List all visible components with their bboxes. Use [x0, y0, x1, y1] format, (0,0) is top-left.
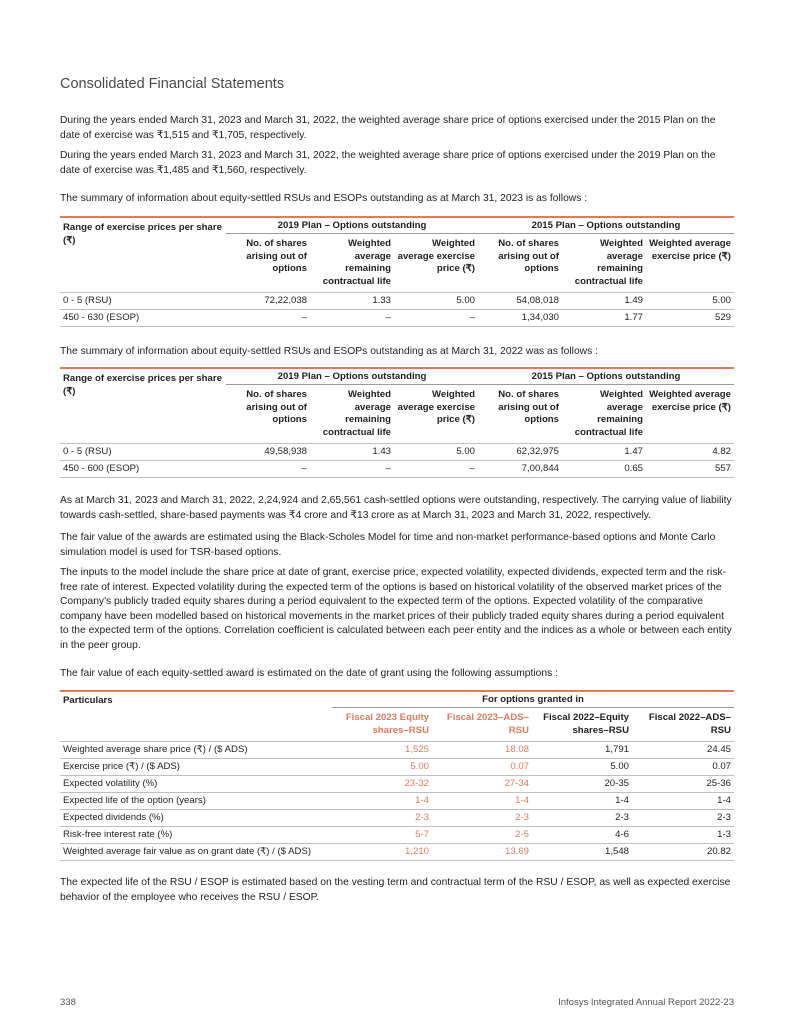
range-header: Range of exercise prices per share (₹) [60, 217, 226, 293]
paragraph: The summary of information about equity-settled RSUs and ESOPs outstanding as at March 31, 2023 is as follows : [60, 193, 588, 204]
col-header: Weighted average remaining contractual life [574, 238, 643, 287]
plan-2015-header: 2015 Plan – Options outstanding [478, 217, 734, 234]
paragraph: During the years ended March 31, 2023 and March 31, 2022, the weighted average share price of options exercised under the 2015 Plan on the date of exercise was ₹1,515 and ₹1,705, respectively. [60, 115, 716, 141]
col-header: Fiscal 2022–Equity shares–RSU [543, 712, 629, 736]
col-header: Weighted average exercise price (₹) [649, 238, 731, 262]
paragraph: As at March 31, 2023 and March 31, 2022, 2,24,924 and 2,65,561 cash-settled options were outstanding, respectively. The carrying value of liability towards cash-settled, share-based payments was ₹4 crore and ₹13 crore as at March 31, 2023 and March 31, 2022, respectively. [60, 495, 732, 521]
col-header: Weighted average exercise price (₹) [649, 389, 731, 413]
col-header: Weighted average remaining contractual life [322, 389, 391, 438]
paragraph: The inputs to the model include the share price at date of grant, exercise price, expected volatility, expected dividends, expected term and the risk-free rate of interest. Expected volatility during the expected term of the options is based on historical volatility of the observed market prices of the Company's publicly traded equity shares during a period equivalent to the expected term of the options. Expected volatility of the comparative company have been modelled based on historical movements in the market prices of their publicly traded equity shares during a period equivalent to the expected term of the options. Correlation coefficient is calculated between each peer entity and the indices as a whole or between each entity in the peer group. [60, 567, 732, 651]
range-header: Range of exercise prices per share (₹) [60, 368, 226, 444]
particulars-header: Particulars [60, 691, 332, 742]
outstanding-table-2022 [60, 367, 734, 478]
table-row: Risk-free interest rate (%) 5-7 2-5 4-6 1-3 [60, 827, 734, 844]
plan-2019-header: 2019 Plan – Options outstanding [226, 368, 478, 385]
table-row: 0 - 5 (RSU) 49,58,938 1.43 5.00 62,32,975 1.47 4.82 [60, 444, 734, 461]
table-row: Weighted average share price (₹) / ($ ADS) 1,525 18.08 1,791 24.45 [60, 742, 734, 759]
table-row: Expected volatility (%) 23-32 27-34 20-35 25-36 [60, 776, 734, 793]
col-header: Fiscal 2022–ADS–RSU [648, 712, 731, 736]
table-row: 450 - 600 (ESOP) – – – 7,00,844 0.65 557 [60, 461, 734, 478]
options-granted-header: For options granted in [332, 691, 734, 708]
plan-2015-header: 2015 Plan – Options outstanding [478, 368, 734, 385]
col-header: No. of shares arising out of options [246, 238, 307, 274]
plan-2019-header: 2019 Plan – Options outstanding [226, 217, 478, 234]
page-title: Consolidated Financial Statements [60, 76, 285, 92]
assumptions-table [60, 690, 734, 861]
col-header: No. of shares arising out of options [498, 238, 559, 274]
col-header: Weighted average remaining contractual life [574, 389, 643, 438]
paragraph: The summary of information about equity-settled RSUs and ESOPs outstanding as at March 31, 2022 was as follows : [60, 346, 598, 357]
page-number: 338 [60, 997, 76, 1008]
table-row: Expected life of the option (years) 1-4 1-4 1-4 1-4 [60, 793, 734, 810]
table-row: 0 - 5 (RSU) 72,22,038 1.33 5.00 54,08,018 1.49 5.00 [60, 293, 734, 310]
outstanding-table-2023 [60, 216, 734, 327]
col-header: Weighted average exercise price (₹) [397, 389, 475, 425]
col-header: No. of shares arising out of options [498, 389, 559, 425]
paragraph: The expected life of the RSU / ESOP is estimated based on the vesting term and contractual term of the RSU / ESOP, as well as expected exercise behavior of the employee who receives the RSU / ESOP. [60, 877, 731, 903]
col-header: Fiscal 2023 Equity shares–RSU [345, 712, 429, 736]
table-row: 450 - 630 (ESOP) – – – 1,34,030 1.77 529 [60, 310, 734, 327]
col-header: Weighted average remaining contractual life [322, 238, 391, 287]
col-header: Weighted average exercise price (₹) [397, 238, 475, 274]
paragraph: The fair value of the awards are estimated using the Black-Scholes Model for time and non-market performance-based options and Monte Carlo simulation model is used for TSR-based options. [60, 532, 716, 558]
table-row: Exercise price (₹) / ($ ADS) 5.00 0.07 5.00 0.07 [60, 759, 734, 776]
table-row: Weighted average fair value as on grant date (₹) / ($ ADS) 1,210 13.69 1,548 20.82 [60, 844, 734, 861]
col-header: Fiscal 2023–ADS–RSU [446, 712, 529, 736]
report-name: Infosys Integrated Annual Report 2022-23 [558, 997, 734, 1008]
table-row: Expected dividends (%) 2-3 2-3 2-3 2-3 [60, 810, 734, 827]
col-header: No. of shares arising out of options [246, 389, 307, 425]
paragraph: During the years ended March 31, 2023 and March 31, 2022, the weighted average share price of options exercised under the 2019 Plan on the date of exercise was ₹1,485 and ₹1,560, respectively. [60, 150, 716, 176]
paragraph: The fair value of each equity-settled award is estimated on the date of grant using the following assumptions : [60, 668, 558, 679]
